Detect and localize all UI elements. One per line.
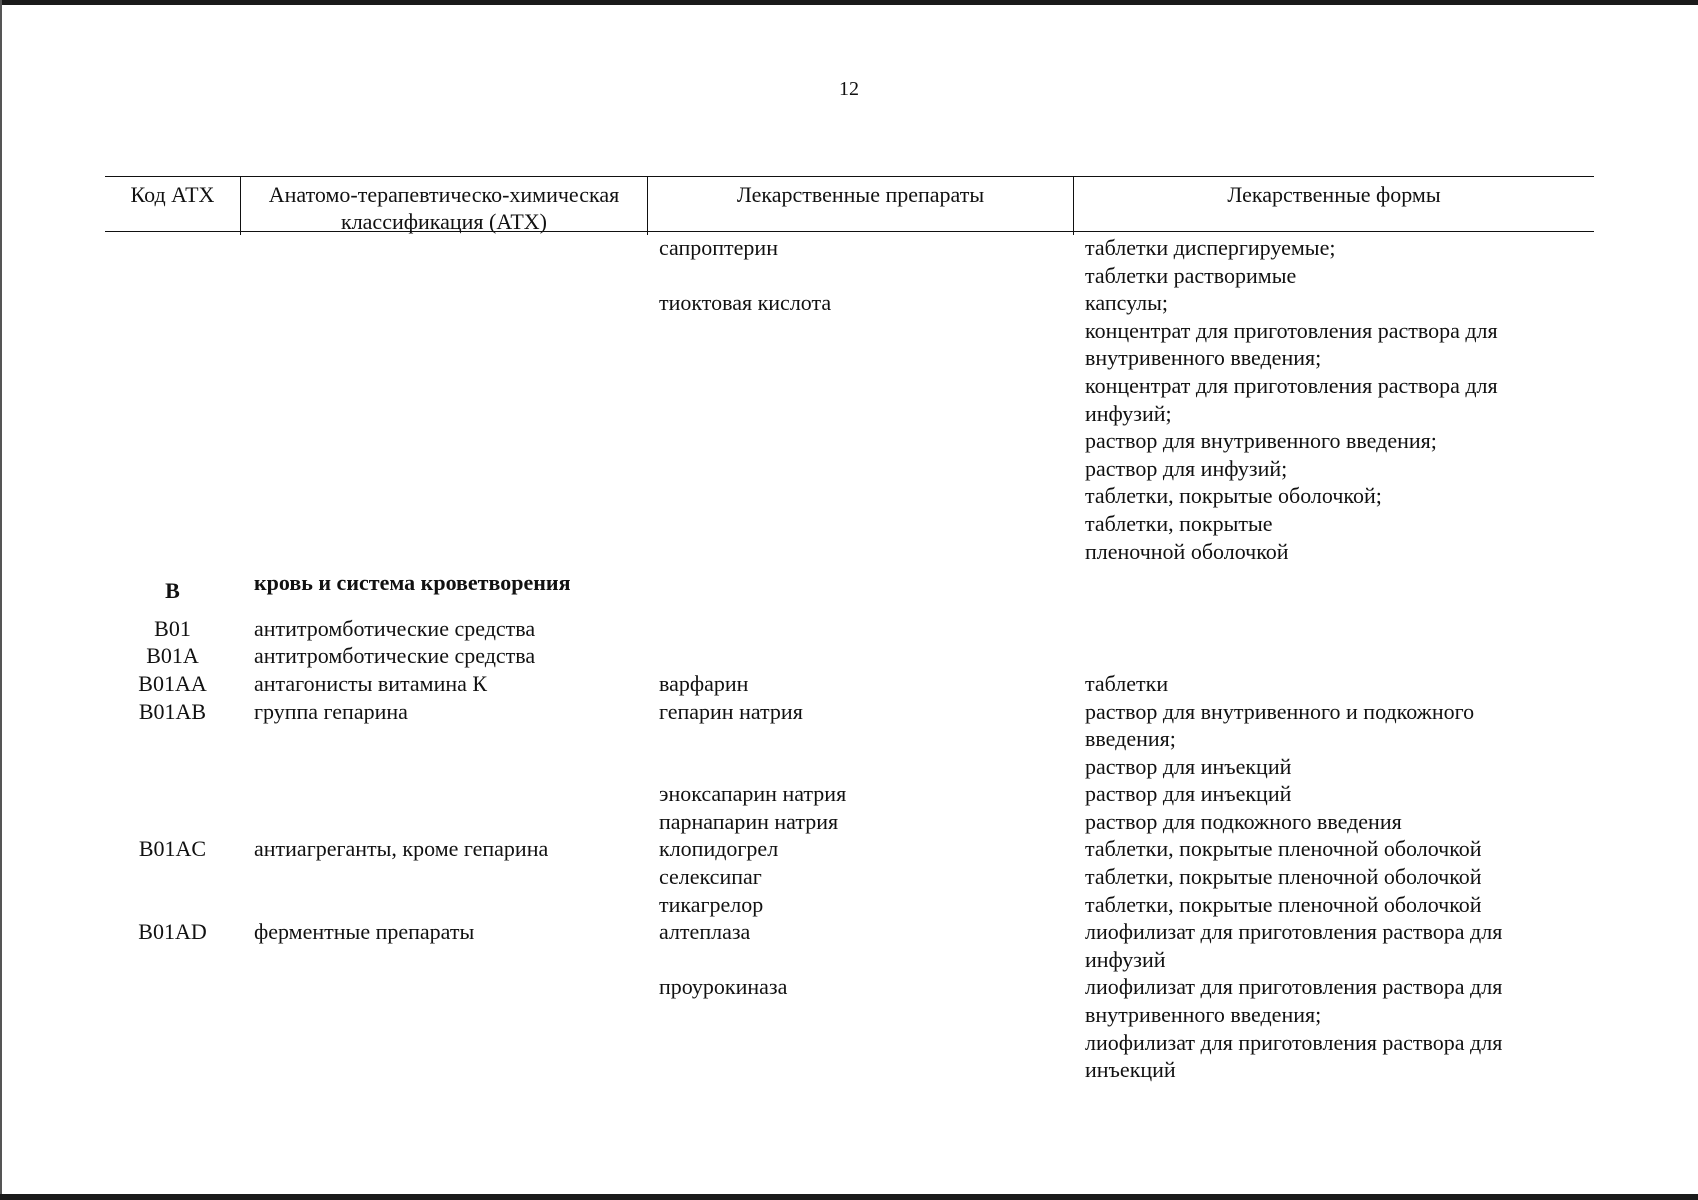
table-row-section-heading: [105, 569, 1594, 605]
dosage-form-line: таблетки, покрытые: [1085, 510, 1273, 536]
dosage-form-line: раствор для инфузий;: [1085, 455, 1288, 481]
atc-classification: [240, 289, 647, 565]
atc-code: [105, 289, 240, 565]
atc-classification: [240, 973, 647, 1083]
atc-classification: [240, 863, 647, 891]
dosage-form-line: внутривенного введения;: [1085, 345, 1322, 371]
dosage-form-line: таблетки: [1085, 670, 1169, 696]
dosage-form-line: раствор для внутривенного и подкожного: [1085, 698, 1475, 724]
atc-classification: [240, 891, 647, 919]
table-row: [105, 698, 1594, 781]
dosage-form-line: лиофилизат для приготовления раствора для: [1085, 1029, 1503, 1055]
dosage-forms: [1073, 642, 1594, 670]
dosage-form-line: раствор для внутривенного введения;: [1085, 428, 1437, 454]
dosage-form-line: таблетки, покрытые пленочной оболочкой: [1085, 864, 1482, 890]
dosage-forms: [1073, 891, 1594, 919]
atc-classification: группа гепарина: [254, 698, 408, 724]
atc-code: [105, 780, 240, 808]
table-body: [105, 234, 1594, 1084]
drug-name: эноксапарин натрия: [659, 781, 847, 807]
table-row: [105, 835, 1594, 863]
table-row: [105, 234, 1594, 289]
atc-classification: антагонисты витамина К: [254, 670, 488, 696]
dosage-form-line: раствор для инъекций: [1085, 781, 1292, 807]
atc-classification: кровь и система кроветворения: [254, 570, 571, 596]
dosage-forms: [1073, 780, 1594, 808]
header-classification: Анатомо-терапевтическо-химическая классификация (АТХ): [240, 177, 647, 235]
atc-code: B01AB: [138, 698, 207, 724]
dosage-form-line: лиофилизат для приготовления раствора для: [1085, 974, 1503, 1000]
table-row: [105, 863, 1594, 891]
atc-code: [105, 808, 240, 836]
atc-code: B01AC: [138, 836, 207, 862]
drug-name: [647, 569, 1073, 605]
atc-classification: [240, 780, 647, 808]
atc-classification: [240, 234, 647, 289]
dosage-form-line: концентрат для приготовления раствора для: [1085, 372, 1498, 398]
dosage-form-line: инъекций: [1085, 1057, 1176, 1083]
dosage-form-line: таблетки диспергируемые;: [1085, 235, 1336, 260]
atc-classification: [240, 808, 647, 836]
drug-name: сапроптерин: [659, 235, 778, 260]
dosage-forms: [1073, 670, 1594, 698]
atc-classification: антиагреганты, кроме гепарина: [254, 836, 549, 862]
atc-code: [105, 973, 240, 1083]
dosage-form-line: инфузий;: [1085, 400, 1172, 426]
drug-name: тиоктовая кислота: [659, 290, 832, 316]
drug-name: [647, 642, 1073, 670]
table-row: [105, 642, 1594, 670]
table-row: [105, 780, 1594, 808]
header-drugs: Лекарственные препараты: [647, 177, 1073, 235]
atc-code: [105, 863, 240, 891]
dosage-forms: [1073, 863, 1594, 891]
dosage-form-line: концентрат для приготовления раствора для: [1085, 317, 1498, 343]
medication-table: [105, 176, 1594, 1084]
dosage-form-line: внутривенного введения;: [1085, 1002, 1322, 1028]
drug-name: гепарин натрия: [659, 698, 803, 724]
table-row: [105, 973, 1594, 1083]
drug-name: тикагрелор: [659, 891, 764, 917]
atc-code: B01AA: [138, 670, 207, 696]
atc-classification: антитромботические средства: [254, 615, 536, 641]
table-row: [105, 289, 1594, 565]
dosage-forms: [1073, 918, 1594, 973]
dosage-forms: [1073, 289, 1594, 565]
dosage-form-line: таблетки, покрытые пленочной оболочкой: [1085, 891, 1482, 917]
dosage-form-line: таблетки, покрытые оболочкой;: [1085, 483, 1382, 509]
dosage-forms: [1073, 698, 1594, 781]
drug-name: варфарин: [659, 670, 749, 696]
dosage-form-line: раствор для подкожного введения: [1085, 808, 1402, 834]
atc-code: B01A: [146, 643, 199, 669]
dosage-form-line: инфузий: [1085, 946, 1166, 972]
dosage-form-line: раствор для инъекций: [1085, 753, 1292, 779]
drug-name: проурокиназа: [659, 974, 788, 1000]
dosage-form-line: пленочной оболочкой: [1085, 538, 1289, 564]
dosage-forms: [1073, 234, 1594, 289]
dosage-form-line: капсулы;: [1085, 290, 1168, 316]
dosage-forms: [1073, 808, 1594, 836]
atc-classification: антитромботические средства: [254, 643, 536, 669]
scan-border-top: [0, 0, 1698, 5]
table-row: [105, 808, 1594, 836]
atc-classification: ферментные препараты: [254, 919, 475, 945]
dosage-form-line: таблетки растворимые: [1085, 262, 1297, 288]
table-header: [105, 176, 1594, 232]
scan-border-bottom: [0, 1194, 1698, 1200]
drug-name: [647, 615, 1073, 643]
atc-code: [105, 891, 240, 919]
dosage-forms: [1073, 835, 1594, 863]
atc-code: B: [165, 578, 180, 604]
dosage-form-line: таблетки, покрытые пленочной оболочкой: [1085, 836, 1482, 862]
drug-name: алтеплаза: [659, 919, 751, 945]
scan-border-left: [0, 0, 2, 1200]
dosage-forms: [1073, 615, 1594, 643]
table-row: [105, 891, 1594, 919]
table-row: [105, 918, 1594, 973]
dosage-form-line: введения;: [1085, 726, 1176, 752]
page-number: 12: [839, 78, 859, 100]
drug-name: клопидогрел: [659, 836, 779, 862]
table-row: [105, 670, 1594, 698]
header-forms: Лекарственные формы: [1073, 177, 1594, 235]
drug-name: парнапарин натрия: [659, 808, 839, 834]
atc-code: B01: [154, 615, 191, 641]
atc-code: B01AD: [138, 919, 207, 945]
table-row: [105, 615, 1594, 643]
dosage-forms: [1073, 973, 1594, 1083]
drug-name: селексипаг: [659, 864, 762, 890]
dosage-forms: [1073, 569, 1594, 605]
dosage-form-line: лиофилизат для приготовления раствора для: [1085, 919, 1503, 945]
atc-code: [105, 234, 240, 289]
header-code: Код АТХ: [130, 182, 215, 207]
